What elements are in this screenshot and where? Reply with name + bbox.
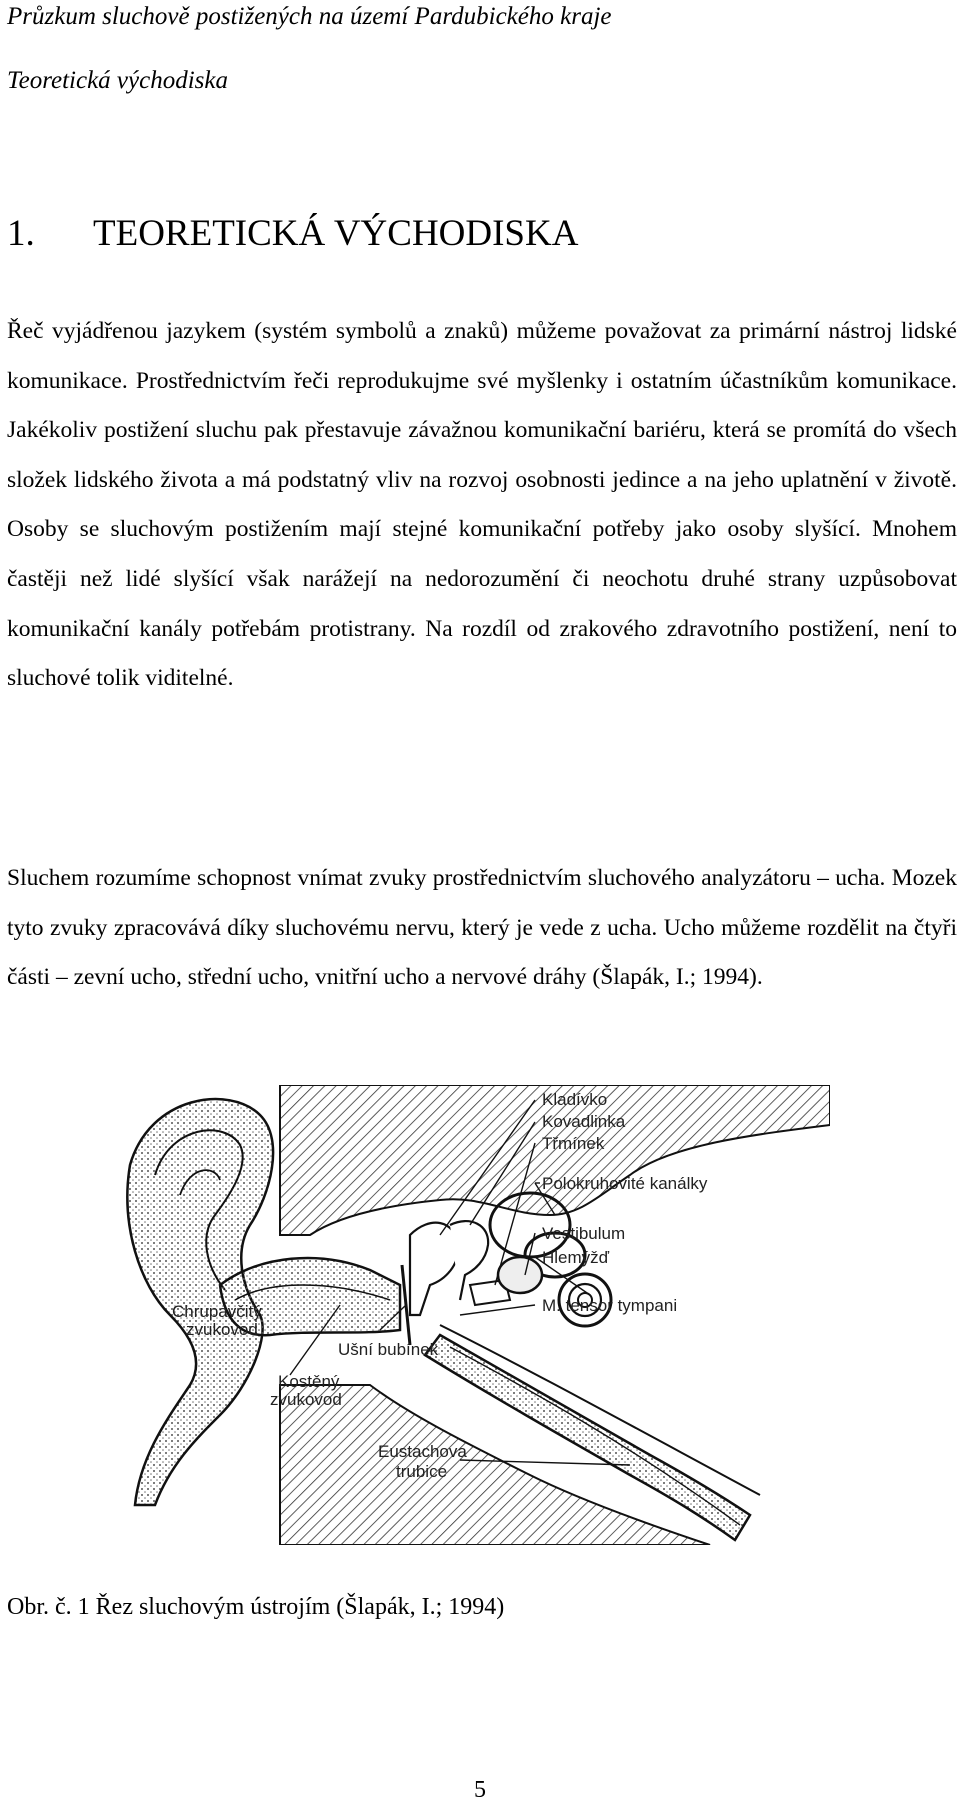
ear-cross-section-illustration — [110, 1085, 830, 1545]
label-eustachova-trubice-2: trubice — [396, 1462, 448, 1481]
paragraph-hearing: Sluchem rozumíme schopnost vnímat zvuky prostřednictvím sluchového analyzátoru – ucha. Mozek tyto zvuky zpracovává díky sluchovému nervu, který je vede z ucha. Ucho můžeme rozdělit na čtyři části – zevní ucho, střední ucho, vnitřní ucho a nervové dráhy (Šlapák, I.; 1994). — [7, 865, 957, 991]
running-header-section: Teoretická východiska — [7, 67, 228, 94]
label-polokruhove-kanalky: Polokruhovité kanálky — [542, 1174, 708, 1193]
label-kovadlinka: Kovadlinka — [542, 1112, 626, 1131]
label-eustachova-trubice-1: Eustachova — [378, 1442, 467, 1461]
ossicles-shape — [410, 1221, 510, 1315]
ear-diagram — [110, 1085, 830, 1545]
figure-caption: Obr. č. 1 Řez sluchovým ústrojím (Šlapák, I.; 1994) — [7, 1594, 505, 1620]
page-number: 5 — [474, 1777, 486, 1803]
label-kladivko: Kladívko — [542, 1090, 608, 1109]
label-usni-bubinek: Ušní bubínek — [338, 1340, 439, 1359]
paragraph-speech: Řeč vyjádřenou jazykem (systém symbolů a znaků) můžeme považovat za primární nástroj lidské komunikace. Prostřednictvím řeči reprodukujme své myšlenky i ostatním účastníkům komunikace. Jakékoliv postižení sluchu pak přestavuje závažnou komunikační bariéru, která se promítá do všech složek lidského života a má podstatný vliv na rozvoj osobnosti jedince a na jeho uplatnění v životě. Osoby se sluchovým postižením mají stejné komunikační potřeby jako osoby slyšící. Mnohem častěji než lidé slyšící však narážejí na nedorozumění či neochotu druhé strany uzpůsobovat komunikační kanály potřebám protistrany. Na rozdíl od zrakového zdravotního postižení, není to sluchové tolik viditelné. — [7, 318, 957, 692]
label-chrupavcity-zvukovod-1: Chrupavčitý — [172, 1302, 262, 1321]
chapter-heading — [7, 212, 578, 256]
label-hlemyzd: Hlemýžď — [542, 1248, 610, 1267]
label-trminek: Třmínek — [542, 1134, 605, 1153]
label-vestibulum: Vestibulum — [542, 1224, 626, 1243]
chapter-number: 1. — [7, 213, 35, 254]
label-tensor-tympani: M. tensor tympani — [542, 1296, 678, 1315]
label-kosteny-zvukovod-1: Kostěný — [278, 1372, 340, 1391]
chapter-title: TEORETICKÁ VÝCHODISKA — [93, 213, 579, 254]
label-kosteny-zvukovod-2: zvukovod — [270, 1390, 342, 1409]
running-header-title: Průzkum sluchově postižených na území Pardubického kraje — [7, 3, 612, 30]
label-chrupavcity-zvukovod-2: zvukovod — [186, 1320, 258, 1339]
